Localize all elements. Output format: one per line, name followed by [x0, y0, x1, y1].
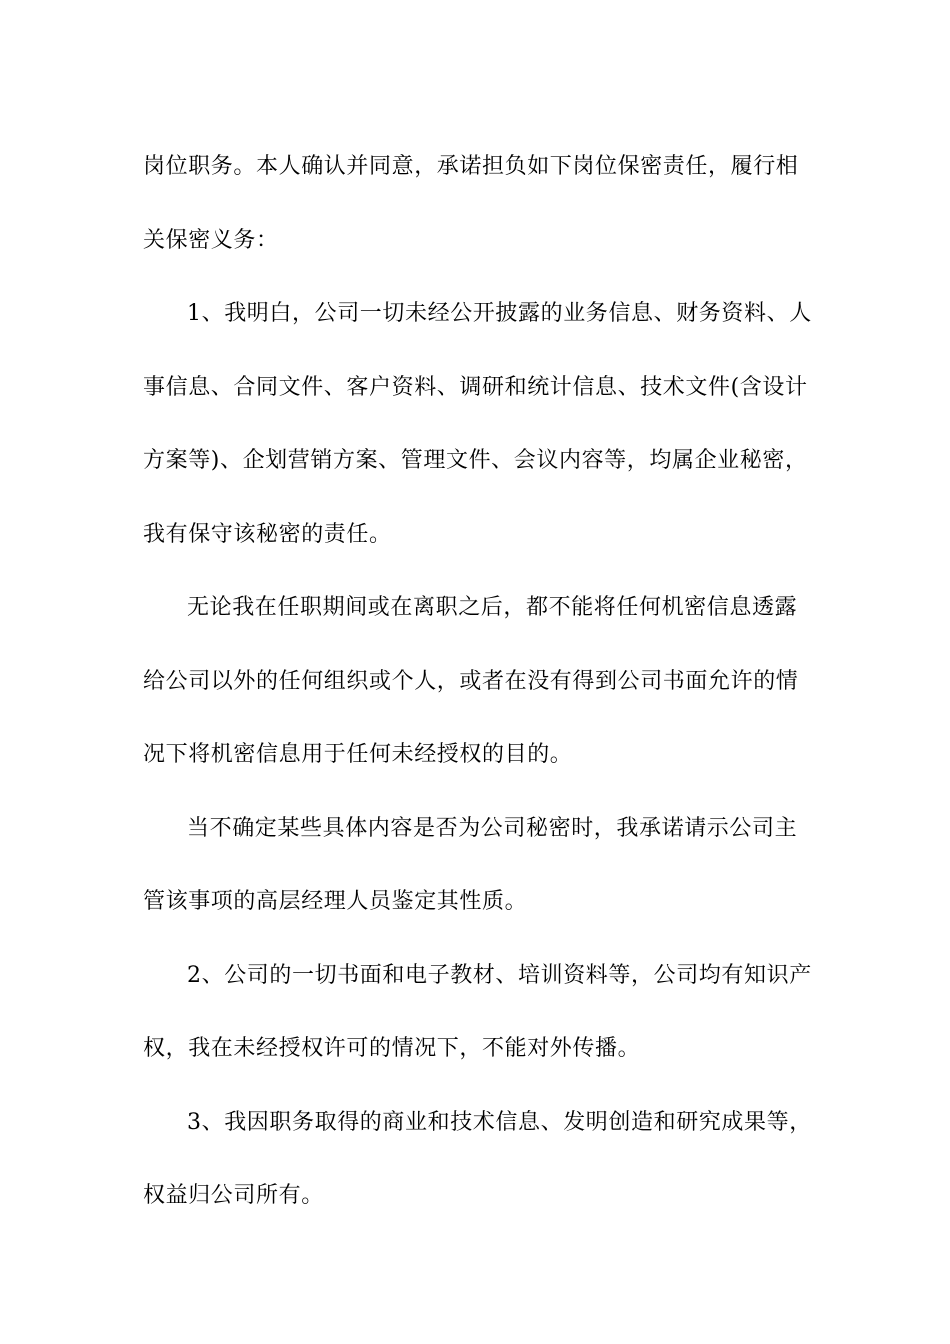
- text-line: 方案等)、企划营销方案、管理文件、会议内容等，均属企业秘密，: [143, 448, 808, 473]
- text-line: 当不确定某些具体内容是否为公司秘密时，我承诺请示公司主: [187, 815, 798, 841]
- text-line: 权益归公司所有。: [143, 1183, 324, 1208]
- text-line: 我有保守该秘密的责任。: [143, 521, 392, 547]
- paragraph-clause-2: [143, 939, 812, 1086]
- text-line: 管该事项的高层经理人员鉴定其性质。: [143, 889, 528, 914]
- document-body: [143, 130, 812, 1233]
- text-line: 况下将机密信息用于任何未经授权的目的。: [143, 742, 573, 767]
- text-line: 关保密义务：: [143, 227, 279, 253]
- text-line: 3、我因职务取得的商业和技术信息、发明创造和研究成果等，: [187, 1109, 812, 1135]
- text-line: 2、公司的一切书面和电子教材、培训资料等，公司均有知识产: [187, 962, 812, 988]
- paragraph-duties: [143, 130, 808, 277]
- text-line: 无论我在任职期间或在离职之后，都不能将任何机密信息透露: [187, 595, 798, 620]
- text-line: 给公司以外的任何组织或个人，或者在没有得到公司书面允许的情: [143, 668, 799, 694]
- paragraph-clause-1: [143, 277, 812, 571]
- paragraph-uncertainty: [143, 792, 808, 939]
- text-line: 事信息、合同文件、客户资料、调研和统计信息、技术文件(含设计: [143, 374, 808, 400]
- paragraph-clause-3: [143, 1086, 812, 1233]
- paragraph-confidentiality: [143, 571, 808, 792]
- text-line: 权，我在未经授权许可的情况下，不能对外传播。: [143, 1036, 641, 1061]
- text-line: 1、我明白，公司一切未经公开披露的业务信息、财务资料、人: [187, 301, 812, 326]
- text-line: 岗位职务。本人确认并同意，承诺担负如下岗位保密责任，履行相: [143, 154, 799, 179]
